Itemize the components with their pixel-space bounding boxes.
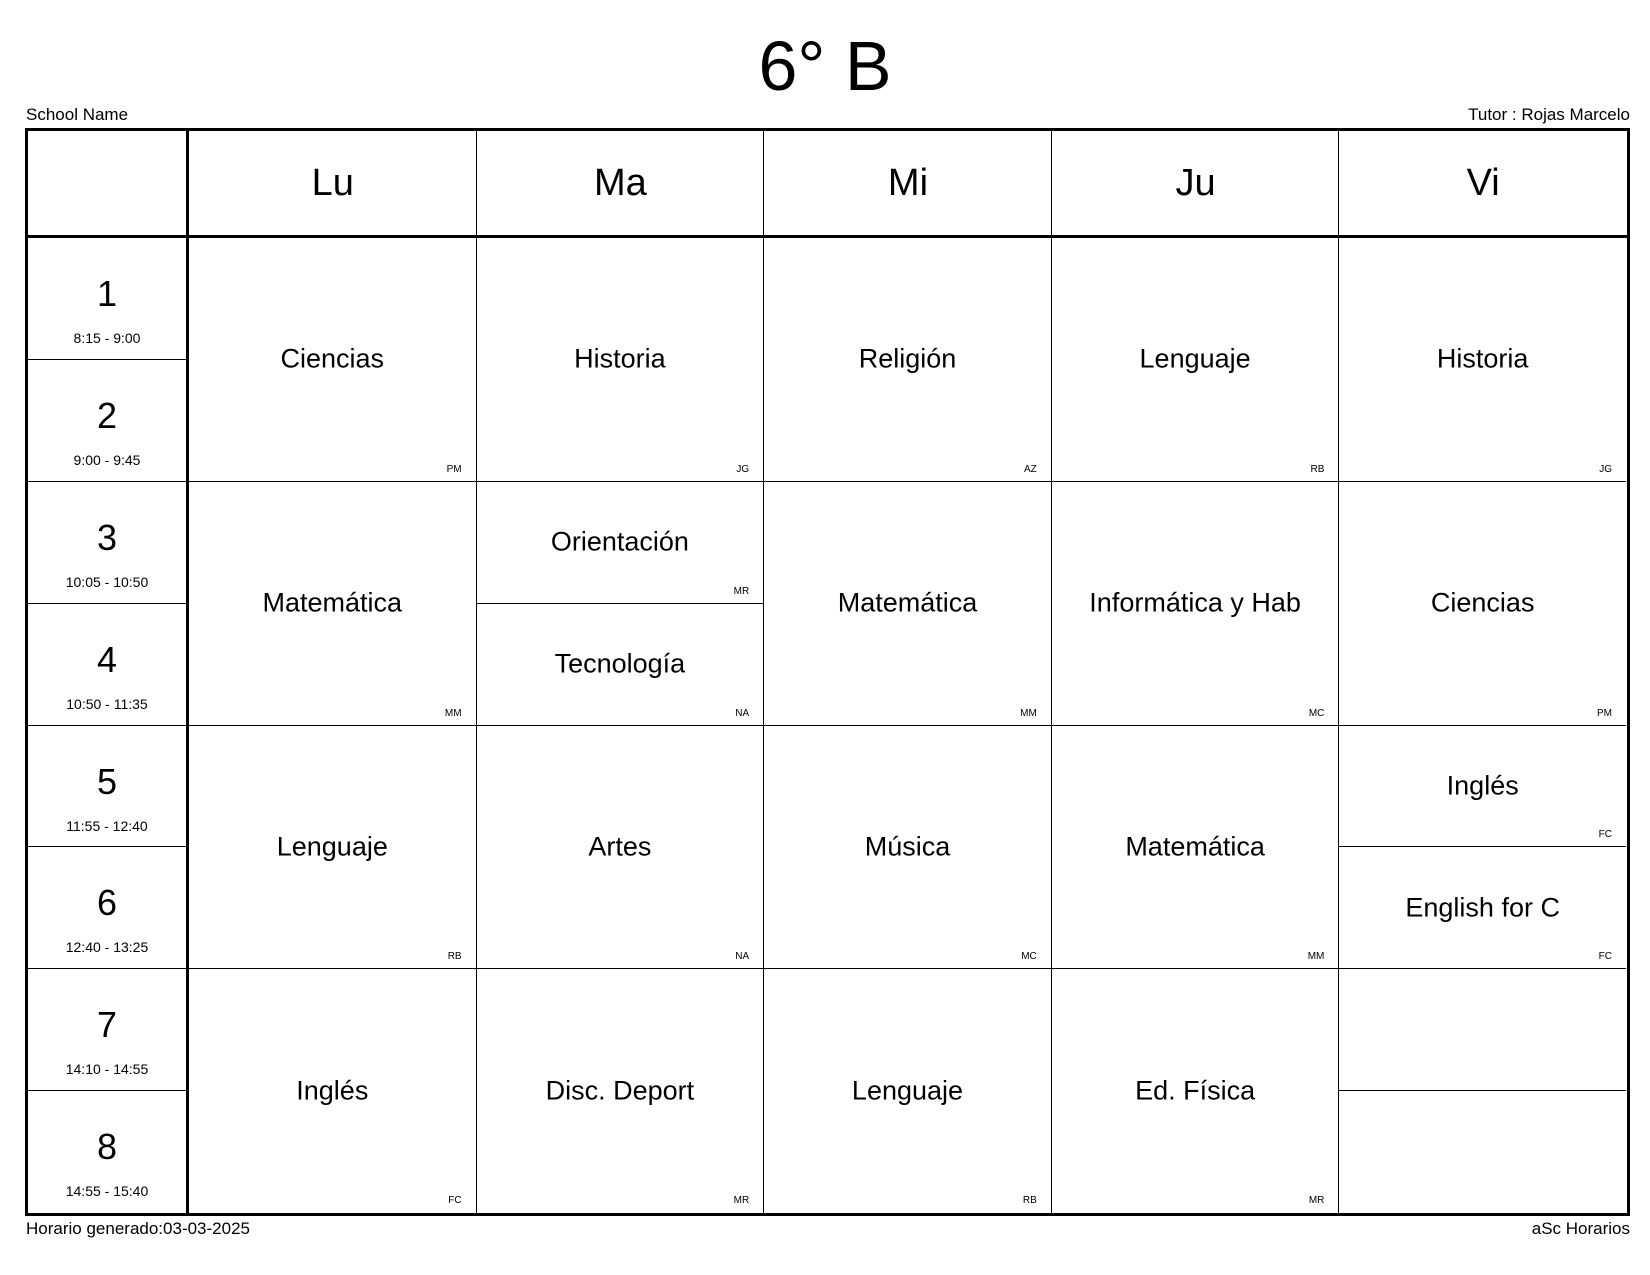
teacher-code: AZ xyxy=(1024,463,1037,475)
tutor-label: Tutor : Rojas Marcelo xyxy=(1468,105,1630,124)
teacher-code: NA xyxy=(735,707,750,719)
lesson-cell[interactable] xyxy=(1339,847,1626,968)
day-header: Ju xyxy=(1175,161,1216,204)
teacher-code: JG xyxy=(1599,463,1612,475)
period-number: 7 xyxy=(96,1004,118,1046)
subject-name: Lenguaje xyxy=(1139,343,1251,374)
period-number: 4 xyxy=(96,638,118,680)
subject-name: Ciencias xyxy=(280,343,385,374)
period-number: 5 xyxy=(96,760,118,802)
teacher-code: NA xyxy=(735,951,750,963)
subject-name: Lenguaje xyxy=(851,1075,964,1106)
school-name: School Name xyxy=(26,105,129,124)
subject-name: Ed. Física xyxy=(1135,1075,1256,1106)
lesson-cell[interactable] xyxy=(477,969,764,1212)
day-header: Mi xyxy=(887,161,929,204)
empty-slot-divider xyxy=(1339,1090,1626,1091)
lesson-cell[interactable] xyxy=(1052,726,1339,969)
period-cell xyxy=(28,726,186,848)
lesson-cell[interactable] xyxy=(189,969,476,1212)
software-credit: aSc Horarios xyxy=(1531,1219,1630,1238)
subject-name: Matemática xyxy=(262,587,403,618)
teacher-code: RB xyxy=(1310,463,1325,475)
teacher-code: MR xyxy=(733,585,750,597)
teacher-code: MR xyxy=(1308,1195,1325,1206)
lesson-cell[interactable] xyxy=(1339,482,1626,725)
teacher-code: FC xyxy=(1598,829,1612,841)
teacher-code: MM xyxy=(444,707,462,719)
teacher-code: JG xyxy=(736,463,750,475)
subject-name: Disc. Deport xyxy=(545,1075,695,1106)
lesson-cell[interactable] xyxy=(477,482,764,603)
period-time: 10:05 - 10:50 xyxy=(65,573,149,590)
period-time: 14:10 - 14:55 xyxy=(65,1061,149,1078)
teacher-code: MR xyxy=(733,1195,750,1206)
teacher-code: RB xyxy=(447,951,462,963)
lesson-divider xyxy=(1339,968,1626,969)
subject-name: Informática y Hab xyxy=(1089,587,1301,618)
period-time: 10:50 - 11:35 xyxy=(66,695,148,712)
lesson-cell[interactable] xyxy=(764,482,1051,725)
teacher-code: MC xyxy=(1021,951,1037,963)
period-number: 6 xyxy=(96,882,118,924)
subject-name: Orientación xyxy=(550,526,689,557)
lesson-cell[interactable] xyxy=(477,604,764,725)
period-cell xyxy=(28,1091,186,1213)
subject-name: Matemática xyxy=(1125,831,1265,862)
period-cell xyxy=(28,238,186,360)
lesson-cell[interactable] xyxy=(189,482,476,725)
generated-date: Horario generado:03-03-2025 xyxy=(26,1219,250,1238)
subject-name: Matemática xyxy=(837,587,978,618)
teacher-code: FC xyxy=(448,1195,462,1206)
lesson-cell[interactable] xyxy=(1339,726,1626,847)
period-cell xyxy=(28,847,186,969)
lesson-cell[interactable] xyxy=(477,238,764,481)
lesson-cell[interactable] xyxy=(764,969,1051,1212)
subject-name: Inglés xyxy=(1446,770,1519,801)
subject-name: Inglés xyxy=(296,1075,369,1106)
subject-name: Ciencias xyxy=(1430,587,1535,618)
subject-name: Lenguaje xyxy=(276,831,388,862)
teacher-code: MC xyxy=(1308,707,1325,719)
lesson-cell[interactable] xyxy=(1052,969,1339,1212)
period-cell xyxy=(28,969,186,1091)
subject-name: Artes xyxy=(588,831,652,862)
timetable-grid xyxy=(25,128,1630,1216)
lesson-cell[interactable] xyxy=(1052,482,1339,725)
lesson-cell[interactable] xyxy=(189,726,476,969)
period-number: 2 xyxy=(96,394,118,436)
period-time: 12:40 - 13:25 xyxy=(65,939,149,956)
subject-name: Tecnología xyxy=(554,648,686,679)
period-cell xyxy=(28,604,186,726)
lesson-cell[interactable] xyxy=(764,726,1051,969)
period-time: 11:55 - 12:40 xyxy=(66,817,148,834)
subject-name: Historia xyxy=(574,343,666,374)
period-number: 1 xyxy=(96,273,118,314)
lesson-cell[interactable] xyxy=(477,726,764,969)
teacher-code: FC xyxy=(1598,951,1612,963)
subject-name: Historia xyxy=(1436,343,1529,374)
day-header: Vi xyxy=(1466,161,1500,204)
teacher-code: PM xyxy=(446,463,462,475)
lesson-cell[interactable] xyxy=(764,238,1051,481)
day-header: Ma xyxy=(593,161,647,204)
period-cell xyxy=(28,360,186,482)
period-number: 8 xyxy=(96,1126,118,1168)
teacher-code: RB xyxy=(1022,1195,1037,1206)
lesson-cell[interactable] xyxy=(1052,238,1339,481)
teacher-code: MM xyxy=(1020,707,1037,719)
period-time: 9:00 - 9:45 xyxy=(73,451,141,468)
period-cell xyxy=(28,482,186,604)
page-title: 6° B xyxy=(758,27,892,105)
period-time: 8:15 - 9:00 xyxy=(73,330,141,346)
lesson-cell[interactable] xyxy=(1339,238,1626,481)
subject-name: English for C xyxy=(1405,892,1560,923)
lesson-cell[interactable] xyxy=(189,238,476,481)
teacher-code: MM xyxy=(1307,951,1325,963)
subject-name: Música xyxy=(864,831,951,862)
teacher-code: PM xyxy=(1596,707,1612,719)
period-time: 14:55 - 15:40 xyxy=(65,1183,149,1200)
subject-name: Religión xyxy=(858,343,957,374)
day-header: Lu xyxy=(311,161,354,204)
period-number: 3 xyxy=(96,516,118,558)
